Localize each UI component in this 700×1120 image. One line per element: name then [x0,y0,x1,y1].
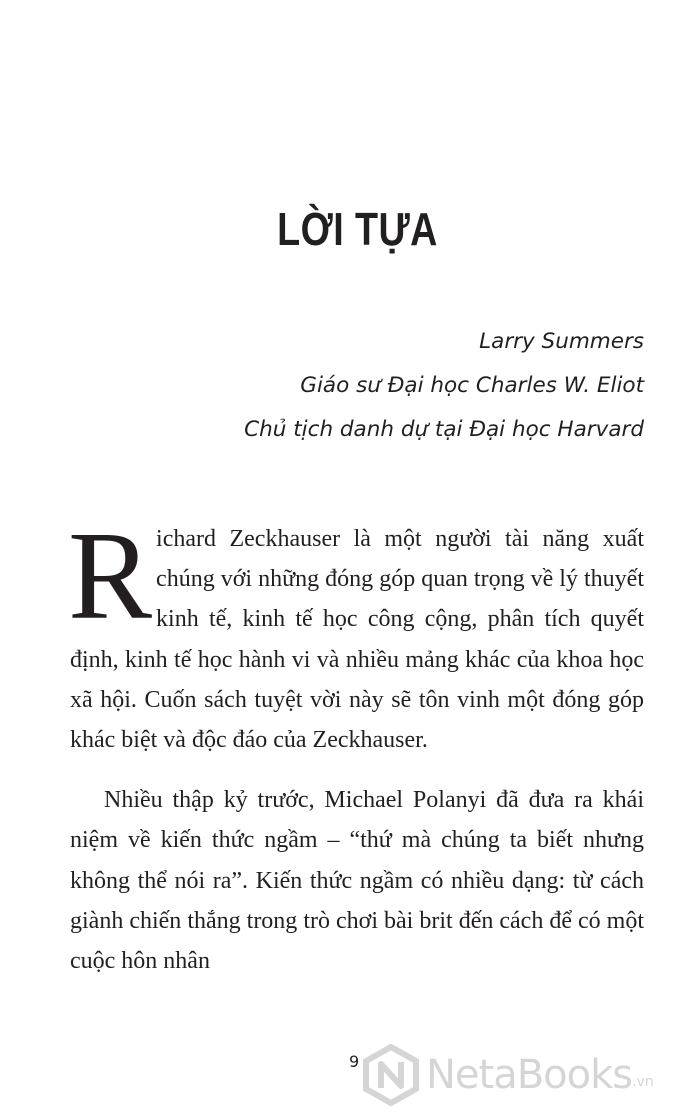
paragraph-1 [68,507,644,760]
author-title: Chủ tịch danh dự tại Đại học Harvard [244,417,644,442]
paragraph-2: Nhiều thập kỷ trước, Michael Polanyi đã đưa ra khái niệm về kiến thức ngầm – “thứ mà chúng ta biết nhưng không thể nói ra”. Kiến thức ngầm có nhiều dạng: từ cách giành chiến thắng trong trò chơi bài brit đến cách để có một cuộc hôn nhân [70,787,644,975]
hexagon-n-logo-icon [362,1044,420,1106]
paragraph-1-text: ichard Zeckhauser là một người tài năng xuất chúng với những đóng góp quan trọng về lý thuyết kinh tế, kinh tế học công cộng, phân tích quyết định, kinh tế học hành vi và nhiều mảng khác của khoa học xã hội. Cuốn sách tuyệt vời này sẽ tôn vinh một đóng góp khác biệt và độc đáo của Zeckhauser. [70,526,644,754]
chapter-title: LỜI TỰA [277,203,438,255]
watermark-brand: NetaBooks [426,1052,633,1098]
body-text [68,507,644,981]
page-number: 9 [349,1052,360,1071]
author-name: Larry Summers [479,329,644,354]
author-position: Giáo sư Đại học Charles W. Eliot [300,373,644,398]
watermark [362,1040,654,1110]
drop-cap: R [68,507,153,646]
watermark-suffix: .vn [632,1074,654,1090]
byline [244,320,644,452]
